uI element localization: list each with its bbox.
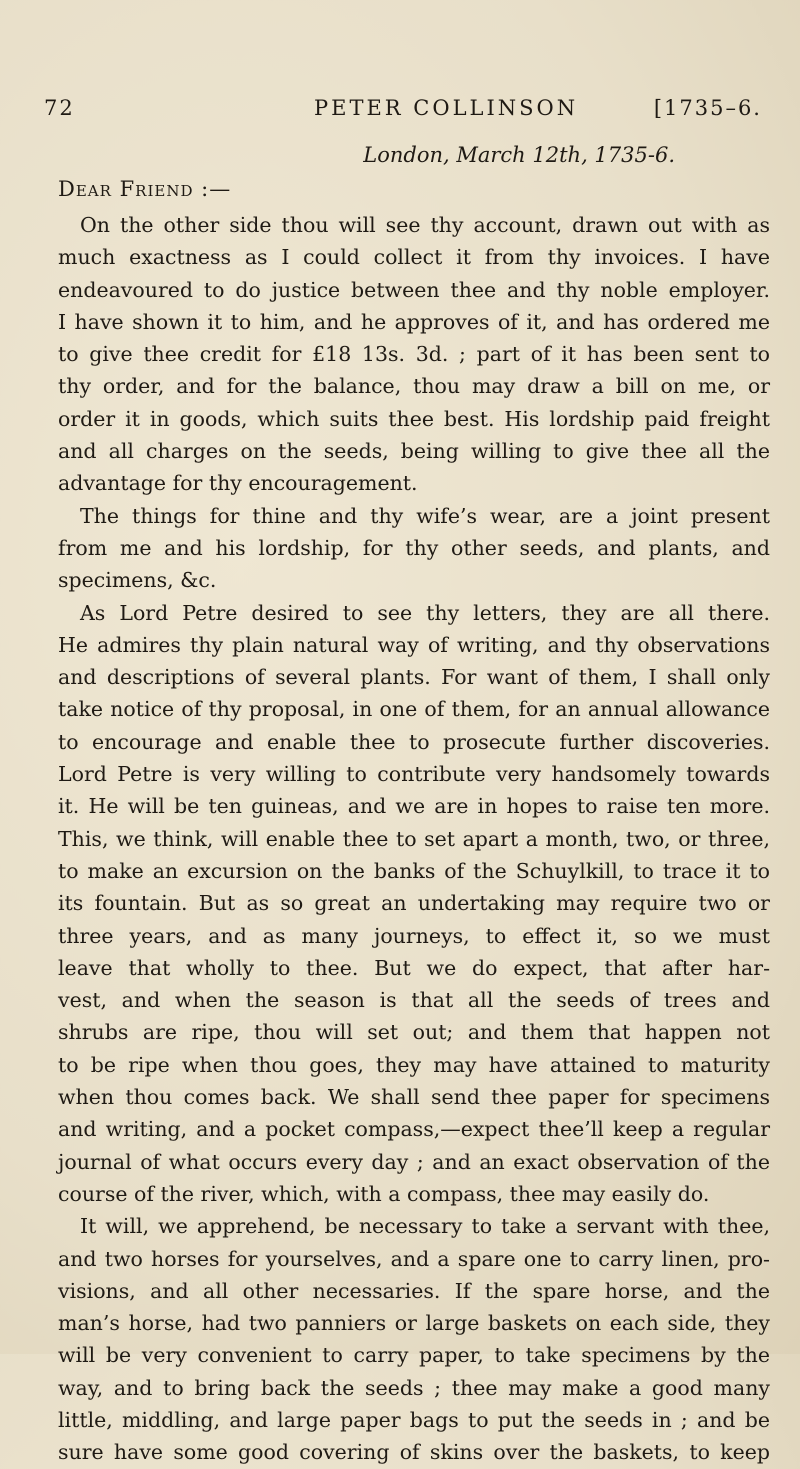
text-line: endeavoured to do justice between thee and thy noble employer. (58, 277, 770, 302)
text-line: order it in goods, which suits thee best. His lordship paid freight (58, 406, 770, 431)
text-line: specimens, &c. (58, 568, 217, 593)
running-date: [1735–6. (653, 96, 762, 120)
text-line: leave that wholly to thee. But we do expect, that after har- (58, 955, 770, 980)
text-line: journal of what occurs every day ; and an exact observation of the (58, 1149, 770, 1174)
text-line: little, middling, and large paper bags to put the seeds in ; and be (58, 1407, 770, 1432)
text-line: I have shown it to him, and he approves of it, and has ordered me (58, 309, 770, 334)
running-head (44, 96, 762, 126)
text-line: way, and to bring back the seeds ; thee may make a good many (58, 1375, 770, 1400)
text-line: On the other side thou will see thy account, drawn out with as (80, 213, 770, 237)
text-line: to make an excursion on the banks of the Schuylkill, to trace it to (58, 858, 770, 883)
text-line: The things for thine and thy wife’s wear, are a joint present (80, 503, 770, 528)
text-line: to encourage and enable thee to prosecute further discoveries. (58, 729, 770, 754)
text-line: to be ripe when thou goes, they may have attained to maturity (58, 1052, 770, 1077)
text-line: vest, and when the season is that all the seeds of trees and (58, 988, 770, 1013)
text-line: three years, and as many journeys, to effect it, so we must (58, 923, 770, 948)
text-line: its fountain. But as so great an undertaking may require two or (58, 891, 770, 916)
text-line: and descriptions of several plants. For want of them, I shall only (58, 665, 770, 690)
text-line: and writing, and a pocket compass,—expect thee’ll keep a regular (58, 1117, 770, 1142)
letter-dateline: London, March 12th, 1735-6. (363, 143, 675, 167)
text-line: Lord Petre is very willing to contribute very handsomely towards (58, 762, 770, 787)
text-line: shrubs are ripe, thou will set out; and them that happen not (58, 1020, 770, 1045)
text-line: from me and his lordship, for thy other seeds, and plants, and (58, 535, 770, 560)
text-line: This, we think, will enable thee to set apart a month, two, or three, (58, 826, 770, 851)
text-line: when thou comes back. We shall send thee paper for specimens (58, 1085, 770, 1110)
text-line: course of the river, which, with a compass, thee may easily do. (58, 1181, 710, 1206)
text-line: thy order, and for the balance, thou may draw a bill on me, or (58, 374, 770, 399)
text-line: sure have some good covering of skins over the baskets, to keep (58, 1440, 770, 1465)
text-line: it. He will be ten guineas, and we are in hopes to raise ten more. (58, 794, 770, 819)
text-line: and all charges on the seeds, being willing to give thee all the (58, 439, 770, 464)
letter-body (58, 209, 770, 1469)
text-line: take notice of thy proposal, in one of them, for an annual allowance (58, 697, 770, 722)
page-number: 72 (44, 96, 75, 120)
text-line: to give thee credit for £18 13s. 3d. ; part of it has been sent to (58, 342, 770, 367)
text-line: much exactness as I could collect it from thy invoices. I have (58, 245, 770, 270)
text-line: and two horses for yourselves, and a spare one to carry linen, pro- (58, 1246, 770, 1271)
text-line: He admires thy plain natural way of writing, and thy observations (58, 632, 770, 657)
text-line: visions, and all other necessaries. If the spare horse, and the (58, 1278, 770, 1303)
running-title: PETER COLLINSON (314, 96, 579, 120)
text-line: As Lord Petre desired to see thy letters, they are all there. (80, 600, 770, 625)
text-line: It will, we apprehend, be necessary to take a servant with thee, (80, 1214, 770, 1239)
text-line: man’s horse, had two panniers or large baskets on each side, they (58, 1311, 770, 1336)
text-line: advantage for thy encouragement. (58, 471, 418, 496)
text-line: will be very convenient to carry paper, to take specimens by the (58, 1343, 770, 1368)
letter-salutation: Dear Friend :— (58, 177, 232, 201)
